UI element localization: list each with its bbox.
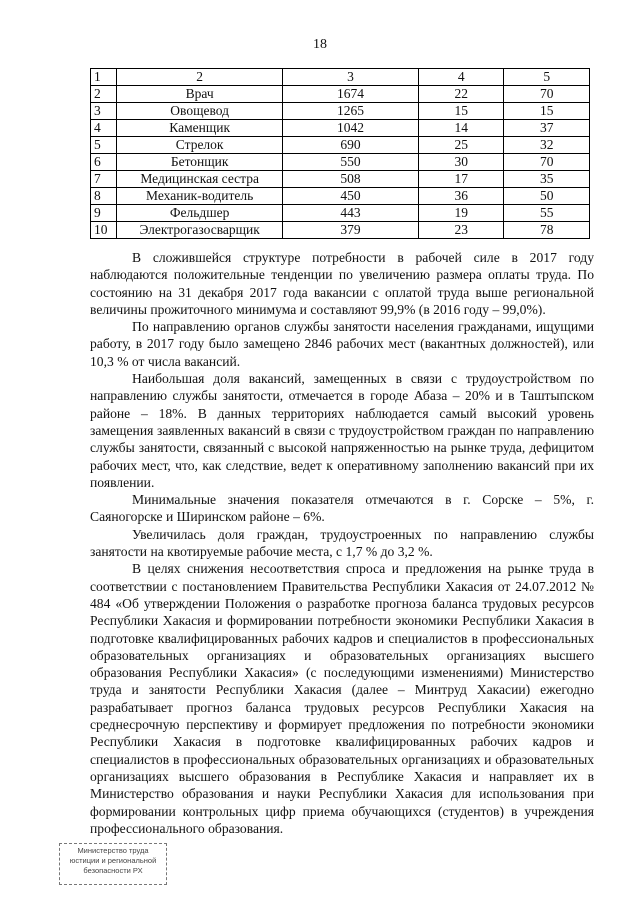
paragraph: По направлению органов службы занятости населения гражданами, ищущими работу, в 2017 году было замещено 2846 рабочих мест (вакантных должностей), или 10,3 % от числа вакансий. [90, 319, 594, 369]
table-row [91, 188, 590, 205]
value-cell: 30 [418, 154, 504, 171]
value-cell: 70 [504, 86, 590, 103]
stamp-line: юстиции и региональной [69, 856, 157, 865]
table-row [91, 171, 590, 188]
row-number-cell: 9 [91, 205, 117, 222]
value-cell: 450 [283, 188, 419, 205]
table-row [91, 222, 590, 239]
value-cell: 23 [418, 222, 504, 239]
table-row [91, 86, 590, 103]
table-header-cell: 3 [283, 69, 419, 86]
profession-cell: Врач [117, 86, 283, 103]
value-cell: 37 [504, 120, 590, 137]
value-cell: 55 [504, 205, 590, 222]
profession-cell: Бетонщик [117, 154, 283, 171]
table-header-row [91, 69, 590, 86]
value-cell: 25 [418, 137, 504, 154]
row-number-cell: 7 [91, 171, 117, 188]
value-cell: 14 [418, 120, 504, 137]
profession-cell: Механик-водитель [117, 188, 283, 205]
body-text [90, 249, 594, 837]
paragraph: Наибольшая доля вакансий, замещенных в связи с трудоустройством по направлению службы занятости, отмечается в городе Абаза – 20% и в Таштыпском районе – 18%. В данных территориях наблюдается самый высокий уровень замещения заявленных вакансий в связи с трудоустройством граждан по направлению службы занятости, связанный с высокой напряженностью на рынке труда, дефицитом рабочих мест, что, как следствие, ведет к оперативному заполнению вакансий при их появлении. [90, 371, 594, 490]
table-header-cell: 1 [91, 69, 117, 86]
value-cell: 1042 [283, 120, 419, 137]
table-row [91, 120, 590, 137]
table-row [91, 137, 590, 154]
value-cell: 50 [504, 188, 590, 205]
row-number-cell: 4 [91, 120, 117, 137]
table-header-cell: 5 [504, 69, 590, 86]
table-row [91, 154, 590, 171]
profession-cell: Каменщик [117, 120, 283, 137]
value-cell: 379 [283, 222, 419, 239]
profession-cell: Медицинская сестра [117, 171, 283, 188]
value-cell: 70 [504, 154, 590, 171]
value-cell: 508 [283, 171, 419, 188]
value-cell: 15 [418, 103, 504, 120]
paragraph: Минимальные значения показателя отмечаются в г. Сорске – 5%, г. Саяногорске и Ширинском районе – 6%. [90, 492, 594, 525]
value-cell: 1265 [283, 103, 419, 120]
row-number-cell: 6 [91, 154, 117, 171]
table-row [91, 205, 590, 222]
row-number-cell: 10 [91, 222, 117, 239]
registration-stamp [59, 843, 167, 885]
paragraph: Увеличилась доля граждан, трудоустроенных по направлению службы занятости на квотируемые рабочие места, с 1,7 % до 3,2 %. [90, 526, 594, 560]
value-cell: 17 [418, 171, 504, 188]
profession-cell: Стрелок [117, 137, 283, 154]
value-cell: 690 [283, 137, 419, 154]
profession-cell: Фельдшер [117, 205, 283, 222]
value-cell: 443 [283, 205, 419, 222]
profession-cell: Электрогазосварщик [117, 222, 283, 239]
value-cell: 550 [283, 154, 419, 171]
value-cell: 78 [504, 222, 590, 239]
value-cell: 19 [418, 205, 504, 222]
value-cell: 1674 [283, 86, 419, 103]
profession-cell: Овощевод [117, 103, 283, 120]
value-cell: 22 [418, 86, 504, 103]
value-cell: 36 [418, 188, 504, 205]
row-number-cell: 2 [91, 86, 117, 103]
paragraph: В сложившейся структуре потребности в рабочей силе в 2017 году наблюдаются положительные тенденции по увеличению размера оплаты труда. По состоянию на 31 декабря 2017 года вакансии с оплатой труда выше региональной величины прожиточного минимума и составляют 99,9% (в 2016 году – 99,0%). [90, 250, 594, 317]
table-row [91, 103, 590, 120]
paragraph: В целях снижения несоответствия спроса и предложения на рынке труда в соответствии с постановлением Правительства Республики Хакасия от 24.07.2012 № 484 «Об утверждении Положения о разработке прогноза баланса трудовых ресурсов Республики Хакасия и формировании потребности экономики Республики Хакасия в подготовке квалифицированных рабочих кадров и специалистов в профессиональных образовательных организациях и образовательных организациях высшего образования Республики Хакасия» (с последующими изменениями) Министерство труда и занятости Республики Хакасия (далее – Минтруд Хакасии) ежегодно разрабатывает прогноз баланса трудовых ресурсов Республики Хакасия на среднесрочную перспективу и формирует предложения по потребности экономики Республики Хакасия в подготовке квалифицированных рабочих кадров и специалистов в профессиональных образовательных организациях и образовательных организациях высшего образования в Республике Хакасия и направляет их в Министерство образования и науки Республики Хакасия для использования при формировании контрольных цифр приема обучающихся (студентов) в учреждения профессионального образования. [90, 561, 594, 836]
value-cell: 15 [504, 103, 590, 120]
value-cell: 32 [504, 137, 590, 154]
stamp-line: безопасности РХ [83, 866, 143, 875]
table-header-cell: 4 [418, 69, 504, 86]
table-header-cell: 2 [117, 69, 283, 86]
row-number-cell: 8 [91, 188, 117, 205]
page-number: 18 [313, 37, 327, 52]
value-cell: 35 [504, 171, 590, 188]
row-number-cell: 3 [91, 103, 117, 120]
stamp-line: Министерство труда [77, 846, 149, 855]
vacancies-table [90, 68, 590, 239]
row-number-cell: 5 [91, 137, 117, 154]
